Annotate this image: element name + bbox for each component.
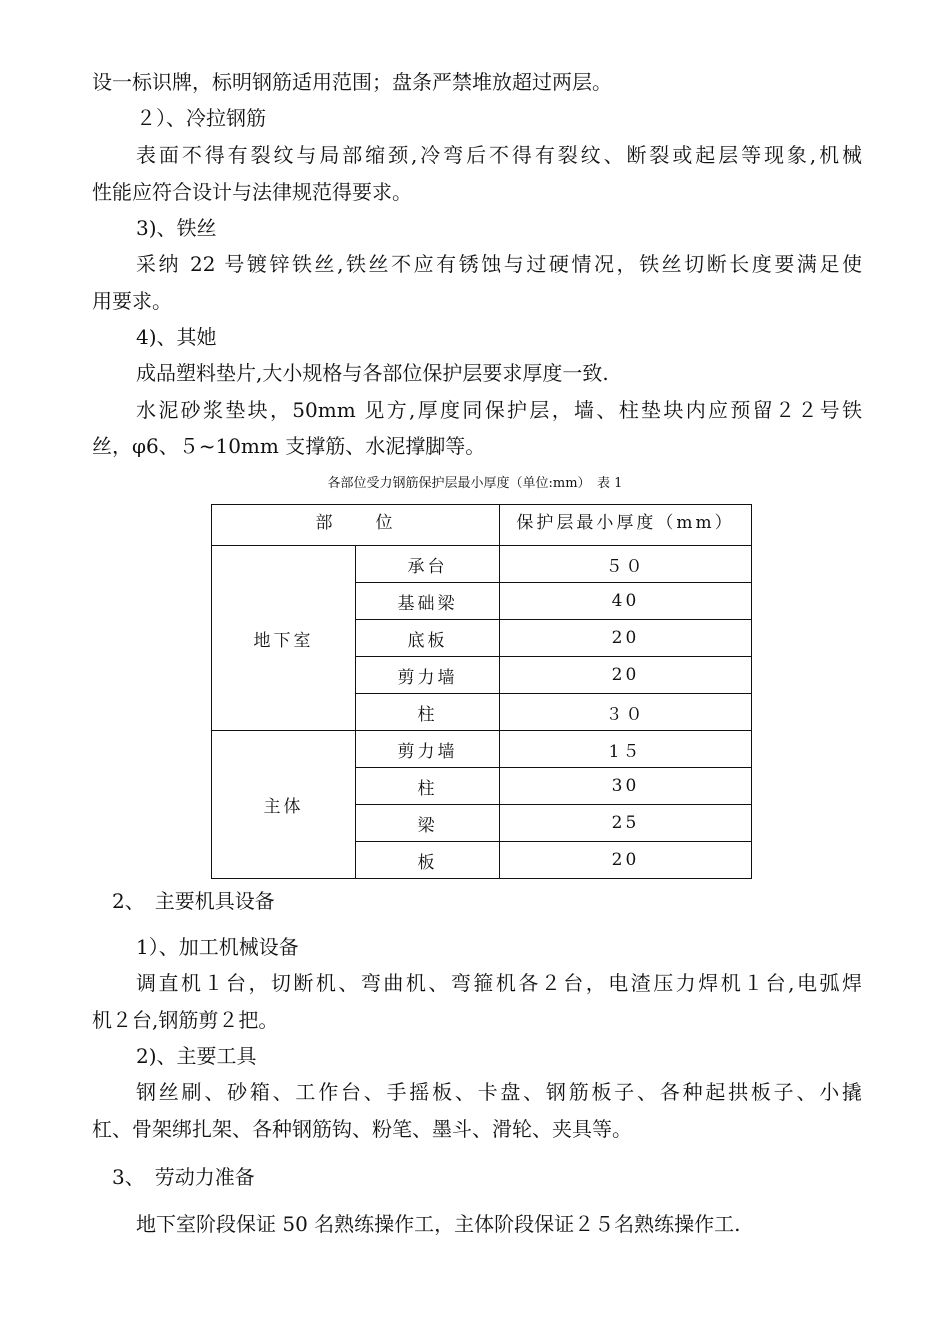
row-item: 承台	[356, 546, 500, 583]
text-line: 钢丝刷、砂箱、工作台、手摇板、卡盘、钢筋板子、各种起拱板子、小撬	[136, 1080, 862, 1104]
group-basement: 地下室	[212, 546, 356, 731]
group-main-structure: 主体	[212, 731, 356, 879]
row-value: 40	[500, 583, 752, 620]
text-line: 成品塑料垫片,大小规格与各部位保护层要求厚度一致.	[136, 361, 609, 385]
text-line: 地下室阶段保证 50 名熟练操作工，主体阶段保证２５名熟练操作工.	[136, 1212, 741, 1236]
text-line: 表面不得有裂纹与局部缩颈,冷弯后不得有裂纹、断裂或起层等现象,机械	[136, 143, 862, 167]
row-item: 底板	[356, 620, 500, 657]
subheading-wire: 3)、铁丝	[136, 216, 217, 240]
header-value: 保护层最小厚度（mm）	[500, 505, 752, 546]
row-value: 20	[500, 657, 752, 694]
subheading-cold-drawn-rebar: ２）、冷拉钢筋	[136, 106, 266, 130]
text-line: 采纳 22 号镀锌铁丝,铁丝不应有锈蚀与过硬情况，铁丝切断长度要满足使	[136, 252, 862, 276]
subheading-processing-machinery: 1）、加工机械设备	[136, 935, 299, 959]
subheading-other: 4)、其她	[136, 325, 217, 349]
row-item: 柱	[356, 694, 500, 731]
row-item: 柱	[356, 768, 500, 805]
text-line: 调直机１台，切断机、弯曲机、弯箍机各２台，电渣压力焊机１台,电弧焊	[136, 971, 862, 995]
text-line: 丝，φ6、５~10mm 支撑筋、水泥撑脚等。	[92, 434, 486, 458]
row-value: ５０	[500, 546, 752, 583]
row-item: 剪力墙	[356, 731, 500, 768]
row-item: 梁	[356, 805, 500, 842]
subheading-main-tools: 2)、主要工具	[136, 1044, 257, 1068]
text-line: 机２台,钢筋剪２把。	[92, 1008, 279, 1032]
text-line: 用要求。	[92, 289, 172, 313]
row-value: 20	[500, 620, 752, 657]
row-value: 25	[500, 805, 752, 842]
row-item: 剪力墙	[356, 657, 500, 694]
text-line: 设一标识牌，标明钢筋适用范围；盘条严禁堆放超过两层。	[92, 70, 612, 94]
row-value: 20	[500, 842, 752, 879]
row-value: 1５	[500, 731, 752, 768]
section-heading-labor: 3、 劳动力准备	[112, 1165, 255, 1189]
header-part: 部 位	[212, 505, 500, 546]
section-heading-equipment: 2、 主要机具设备	[112, 889, 275, 913]
table-header-row	[212, 505, 752, 546]
row-value: 30	[500, 768, 752, 805]
table-row	[212, 546, 752, 583]
table-caption: 各部位受力钢筋保护层最小厚度（单位:mm） 表 1	[327, 476, 623, 491]
text-line: 水泥砂浆垫块，50mm 见方,厚度同保护层，墙、柱垫块内应预留２２号铁	[136, 398, 862, 422]
row-item: 板	[356, 842, 500, 879]
row-item: 基础梁	[356, 583, 500, 620]
text-line: 性能应符合设计与法律规范得要求。	[92, 180, 412, 204]
table-row	[212, 731, 752, 768]
row-value: ３０	[500, 694, 752, 731]
cover-thickness-table	[211, 504, 752, 879]
text-line: 杠、骨架绑扎架、各种钢筋钩、粉笔、墨斗、滑轮、夹具等。	[92, 1117, 632, 1141]
